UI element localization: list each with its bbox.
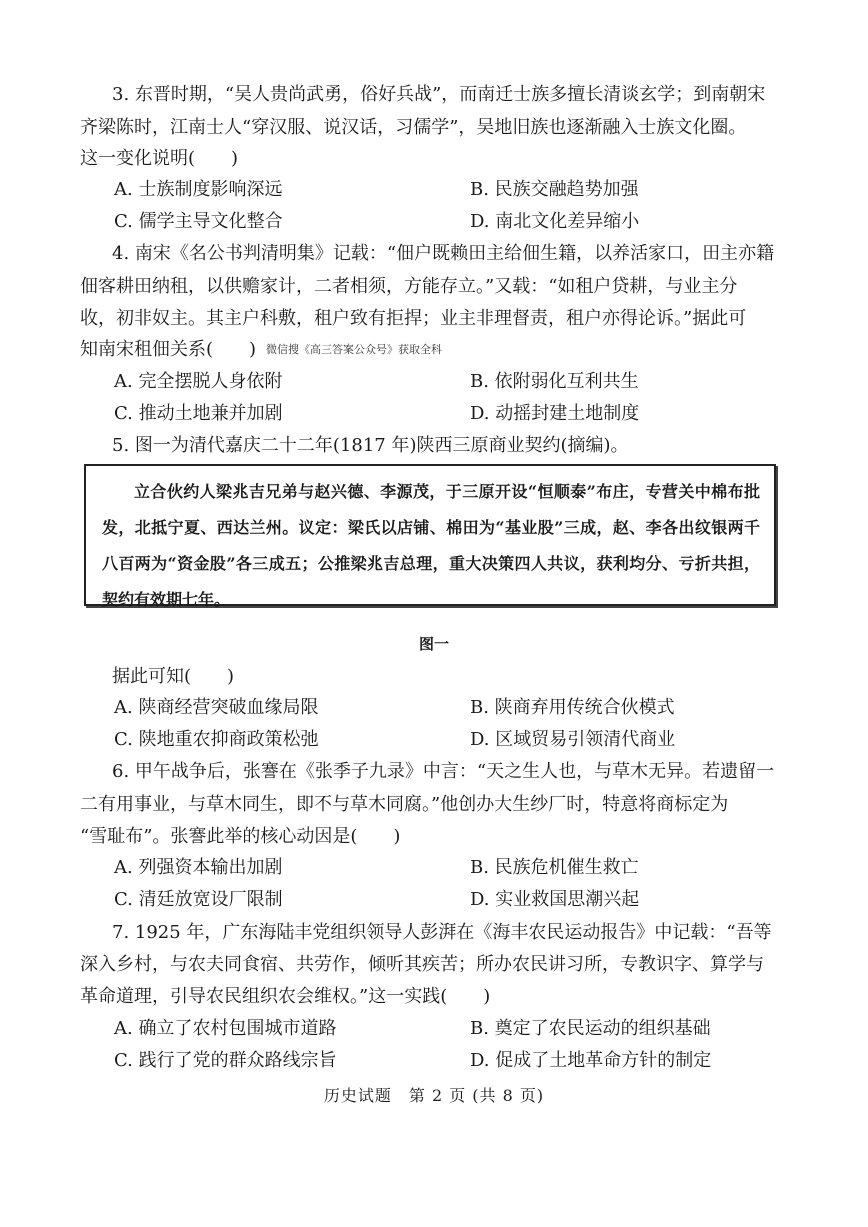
q6-option-d[interactable]: D. 实业救国思潮兴起: [470, 889, 640, 910]
q4-promo-note: 微信搜《高三答案公众号》获取全科: [266, 343, 443, 356]
q3-option-d[interactable]: D. 南北文化差异缩小: [470, 211, 640, 232]
q4-stem-line4: [80, 333, 792, 366]
q5-stem: 据此可知( ): [112, 666, 235, 687]
q5-option-a[interactable]: A. 陕商经营突破血缘局限: [114, 697, 319, 718]
q7-option-a[interactable]: A. 确立了农村包围城市道路: [114, 1018, 337, 1039]
q3-option-b[interactable]: B. 民族交融趋势加强: [470, 179, 639, 200]
q6-stem-line3: “雪耻布”。张謇此举的核心动因是( ): [80, 826, 401, 847]
q3-option-c[interactable]: C. 儒学主导文化整合: [114, 211, 283, 232]
page-footer: 历史试题 第 2 页 (共 8 页): [323, 1086, 545, 1105]
contract-box: [84, 464, 776, 609]
q7-option-c[interactable]: C. 践行了党的群众路线宗旨: [114, 1050, 337, 1071]
q3-stem-line2: 齐梁陈时，江南士人“穿汉服、说汉话，习儒学”，吴地旧族也逐渐融入士族文化圈。: [80, 117, 747, 138]
q5-option-d[interactable]: D. 区域贸易引领清代商业: [470, 729, 676, 750]
q6-stem-line2: 二有用事业，与草木同生，即不与草木同腐。”他创办大生纱厂时，特意将商标定为: [80, 794, 729, 815]
q7-stem-line3: 革命道理，引导农民组织农会维权。”这一实践( ): [80, 986, 491, 1007]
q3-stem-line1: 3. 东晋时期，“吴人贵尚武勇，俗好兵战”，而南迁士族多擅长清谈玄学；到南朝宋: [112, 84, 766, 105]
q3-stem-line3: 这一变化说明( ): [80, 148, 239, 169]
q6-option-a[interactable]: A. 列强资本输出加剧: [114, 857, 283, 878]
q5-option-b[interactable]: B. 陕商弃用传统合伙模式: [470, 697, 675, 718]
q5-option-c[interactable]: C. 陕地重农抑商政策松弛: [114, 729, 319, 750]
q4-option-a[interactable]: A. 完全摆脱人身依附: [114, 371, 283, 392]
q6-stem-line1: 6. 甲午战争后，张謇在《张季子九录》中言：“天之生人也，与草木无异。若遗留一: [112, 761, 775, 782]
q7-option-d[interactable]: D. 促成了土地革命方针的制定: [470, 1050, 712, 1071]
q4-stem-line1: 4. 南宋《名公书判清明集》记载：“佃户既赖田主给佃生籍，以养活家口，田主亦籍: [112, 243, 775, 264]
q7-stem-line2: [80, 948, 792, 981]
figure-label: 图一: [418, 635, 449, 653]
q4-option-d[interactable]: D. 动摇封建土地制度: [470, 403, 640, 424]
q4-stem-text: 知南宋租佃关系( ): [80, 339, 257, 360]
q7-stem-line1: 7. 1925 年，广东海陆丰党组织领导人彭湃在《海丰农民运动报告》中记载：“吾等: [112, 922, 772, 943]
contract-text: 立合伙约人梁兆吉兄弟与赵兴德、李源茂，于三原开设“恒顺泰”布庄，专营关中棉布批发，北抵宁夏、西达兰州。议定：梁氏以店铺、棉田为“基业股”三成，赵、李各出纹银两千八百两为“资金股”各三成五；公推梁兆吉总理，重大决策四人共议，获利均分、亏折共担，契约有效期七年。: [102, 482, 760, 609]
q6-option-b[interactable]: B. 民族危机催生救亡: [470, 857, 639, 878]
q5-stem-line1: 5. 图一为清代嘉庆二十二年(1817 年)陕西三原商业契约(摘编)。: [112, 435, 629, 456]
q7-stem-line2-part2: 所办农民讲习所，专教识字、算学与: [476, 954, 764, 975]
q4-option-c[interactable]: C. 推动土地兼并加剧: [114, 403, 283, 424]
q6-option-c[interactable]: C. 清廷放宽设厂限制: [114, 889, 283, 910]
q4-stem-line2: 佃客耕田纳租，以供赡家计，二者相须，方能存立。”又载：“如租户贷耕，与业主分: [80, 276, 738, 297]
q7-stem-line2-part1: 深入乡村，与农夫同食宿、共劳作，倾听其疾苦；: [80, 954, 476, 975]
q3-option-a[interactable]: A. 士族制度影响深远: [114, 179, 283, 200]
q4-option-b[interactable]: B. 依附弱化互利共生: [470, 371, 639, 392]
q4-stem-line3: 收，初非奴主。其主户科敷，租户致有拒捍；业主非理督责，租户亦得论诉。”据此可: [80, 308, 747, 329]
q7-option-b[interactable]: B. 奠定了农民运动的组织基础: [470, 1018, 711, 1039]
